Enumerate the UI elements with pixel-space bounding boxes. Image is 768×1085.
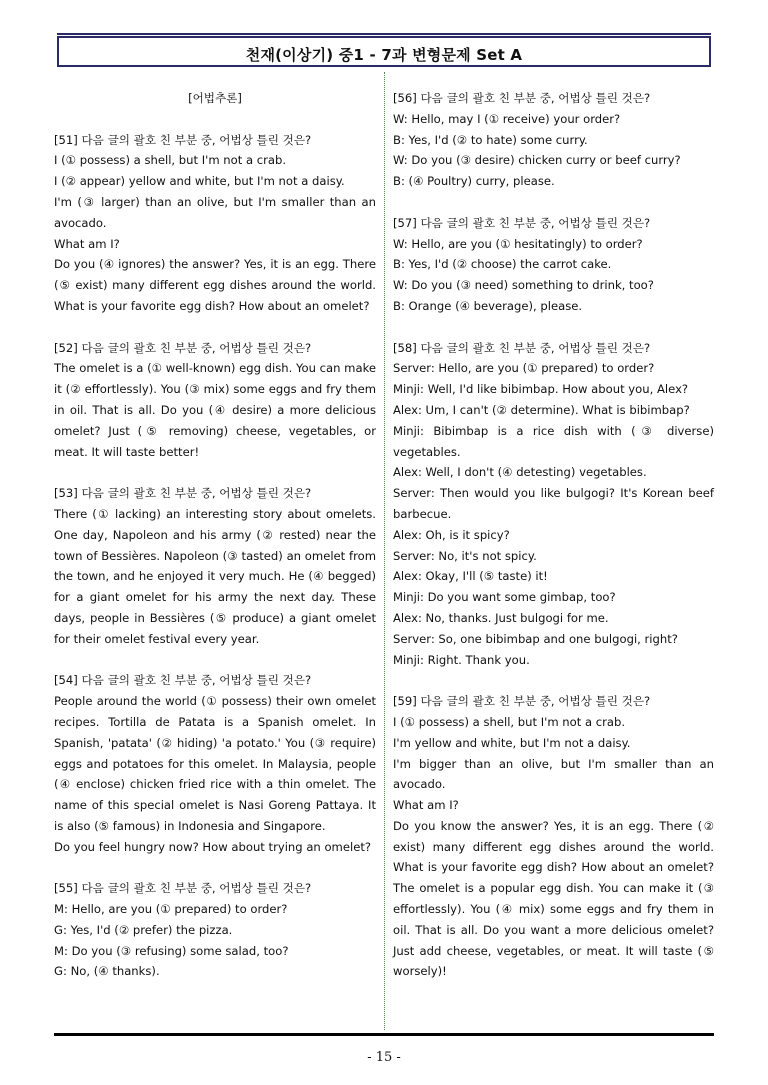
question-text-line: M: Hello, are you (① prepared) to order? xyxy=(54,902,288,917)
right-question-list xyxy=(393,88,714,982)
question-text-line: Server: Hello, are you (① prepared) to order? xyxy=(393,361,655,376)
question-text-line: Server: So, one bibimbap and one bulgogi, right? xyxy=(393,631,678,646)
section-label: [어법추론] xyxy=(188,91,242,105)
question-text-line: M: Do you (③ refusing) some salad, too? xyxy=(54,943,289,958)
column-divider xyxy=(384,72,385,1030)
question-text-line: Alex: Okay, I'll (⑤ taste) it! xyxy=(393,569,548,584)
question-text-line: B: Yes, I'd (② to hate) some curry. xyxy=(393,132,588,147)
question-text-line: Alex: Oh, is it spicy? xyxy=(393,527,510,542)
bottom-rule xyxy=(54,1033,714,1036)
question-text-line: Alex: Um, I can't (② determine). What is bibimbap? xyxy=(393,402,690,417)
question-heading: [51] 다음 글의 괄호 친 부분 중, 어법상 틀린 것은? xyxy=(54,132,312,147)
question-block xyxy=(393,88,714,192)
question-text-line: Do you know the answer? Yes, it is an egg. There (② exist) many different egg dishes around the world. What is your favorite egg dish? How about an omelet? The omelet is a popular egg dish. You can make it (③ effortlessly). You (④ mix) some eggs and fry them in oil. That is all. Do you want a more delicious omelet? Just add cheese, vegetables, or meat. It will taste (⑤ worsely)! xyxy=(393,818,714,979)
left-column xyxy=(54,88,376,1003)
question-text-line: I'm bigger than an olive, but I'm smaller than an avocado. xyxy=(393,756,714,792)
question-text-line: W: Do you (③ desire) chicken curry or beef curry? xyxy=(393,153,681,168)
question-heading: [58] 다음 글의 괄호 친 부분 중, 어법상 틀린 것은? xyxy=(393,340,651,355)
question-heading: [53] 다음 글의 괄호 친 부분 중, 어법상 틀린 것은? xyxy=(54,486,312,501)
question-text-line: Do you feel hungry now? How about trying an omelet? xyxy=(54,839,372,854)
question-text-line: W: Hello, may I (① receive) your order? xyxy=(393,111,621,126)
question-text-line: Minji: Well, I'd like bibimbap. How about you, Alex? xyxy=(393,382,689,397)
question-block xyxy=(54,338,376,463)
question-text-line: G: Yes, I'd (② prefer) the pizza. xyxy=(54,922,233,937)
question-block xyxy=(54,670,376,857)
question-heading: [59] 다음 글의 괄호 친 부분 중, 어법상 틀린 것은? xyxy=(393,694,651,709)
question-heading: [56] 다음 글의 괄호 친 부분 중, 어법상 틀린 것은? xyxy=(393,91,651,105)
question-text-line: What am I? xyxy=(393,798,459,813)
question-text-line: Do you (④ ignores) the answer? Yes, it is an egg. There (⑤ exist) many different egg dishes around the world. What is your favorite egg dish? How about an omelet? xyxy=(54,257,376,313)
question-text-line: Minji: Bibimbap is a rice dish with (③ diverse) vegetables. xyxy=(393,423,714,459)
right-column xyxy=(393,88,714,1003)
question-text-line: Server: Then would you like bulgogi? It's Korean beef barbecue. xyxy=(393,486,714,521)
question-heading: [57] 다음 글의 괄호 친 부분 중, 어법상 틀린 것은? xyxy=(393,215,651,230)
question-text-line: The omelet is a (① well-known) egg dish. You can make it (② effortlessly). You (③ mix) some eggs and fry them in oil. That is all. Do you (④ desire) a more delicious omelet? Just (⑤ removing) cheese, vegetables, or meat. It will taste better! xyxy=(54,361,377,459)
page-title: 천재(이상기) 중1 - 7과 변형문제 Set A xyxy=(245,46,523,64)
question-text-line: Alex: No, thanks. Just bulgogi for me. xyxy=(393,610,609,625)
question-heading: [52] 다음 글의 괄호 친 부분 중, 어법상 틀린 것은? xyxy=(54,340,312,355)
question-text-line: What am I? xyxy=(54,236,120,251)
question-heading: [55] 다음 글의 괄호 친 부분 중, 어법상 틀린 것은? xyxy=(54,881,312,896)
question-text-line: Minji: Do you want some gimbap, too? xyxy=(393,590,616,605)
question-text-line: B: Orange (④ beverage), please. xyxy=(393,298,583,313)
question-block xyxy=(393,213,714,317)
question-text-line: Minji: Right. Thank you. xyxy=(393,652,530,667)
question-block xyxy=(54,878,376,982)
header-box xyxy=(57,36,711,67)
question-text-line: W: Do you (③ need) something to drink, too? xyxy=(393,278,654,293)
question-text-line: I (① possess) a shell, but I'm not a crab. xyxy=(393,714,626,729)
question-block xyxy=(54,483,376,649)
question-heading: [54] 다음 글의 괄호 친 부분 중, 어법상 틀린 것은? xyxy=(54,673,312,688)
question-text-line: I'm (③ larger) than an olive, but I'm smaller than an avocado. xyxy=(54,194,376,230)
question-block xyxy=(393,691,714,982)
question-text-line: Alex: Well, I don't (④ detesting) vegetables. xyxy=(393,465,647,480)
question-text-line: There (① lacking) an interesting story about omelets. One day, Napoleon and his army (② rested) near the town of Bessières. Napoleon (③ tasted) an omelet from the town, and he enjoyed it very much. He (④ begged) for a giant omelet for his army the next day. These days, people in Bessières (⑤ produce) a giant omelet for their omelet festival every year. xyxy=(54,506,376,646)
question-text-line: B: (④ Poultry) curry, please. xyxy=(393,174,555,189)
question-text-line: G: No, (④ thanks). xyxy=(54,964,160,979)
question-text-line: W: Hello, are you (① hesitatingly) to order? xyxy=(393,236,643,251)
question-text-line: I (① possess) a shell, but I'm not a crab. xyxy=(54,153,287,168)
question-block xyxy=(393,338,714,671)
question-text-line: Server: No, it's not spicy. xyxy=(393,548,537,563)
question-block xyxy=(54,130,376,317)
question-text-line: I (② appear) yellow and white, but I'm not a daisy. xyxy=(54,174,345,189)
question-text-line: B: Yes, I'd (② choose) the carrot cake. xyxy=(393,257,612,272)
question-text-line: People around the world (① possess) their own omelet recipes. Tortilla de Patata is a Spanish omelet. In Spanish, 'patata' (② hiding) 'a potato.' You (③ require) eggs and potatoes for this omelet. In Malaysia, people (④ enclose) chicken fried rice with a thin omelet. The name of this special omelet is Nasi Goreng Pattaya. It is also (⑤ famous) in Indonesia and Singapore. xyxy=(54,694,376,833)
left-question-list xyxy=(54,130,376,983)
question-text-line: I'm yellow and white, but I'm not a daisy. xyxy=(393,735,631,750)
page-number: - 15 - xyxy=(367,1050,401,1065)
